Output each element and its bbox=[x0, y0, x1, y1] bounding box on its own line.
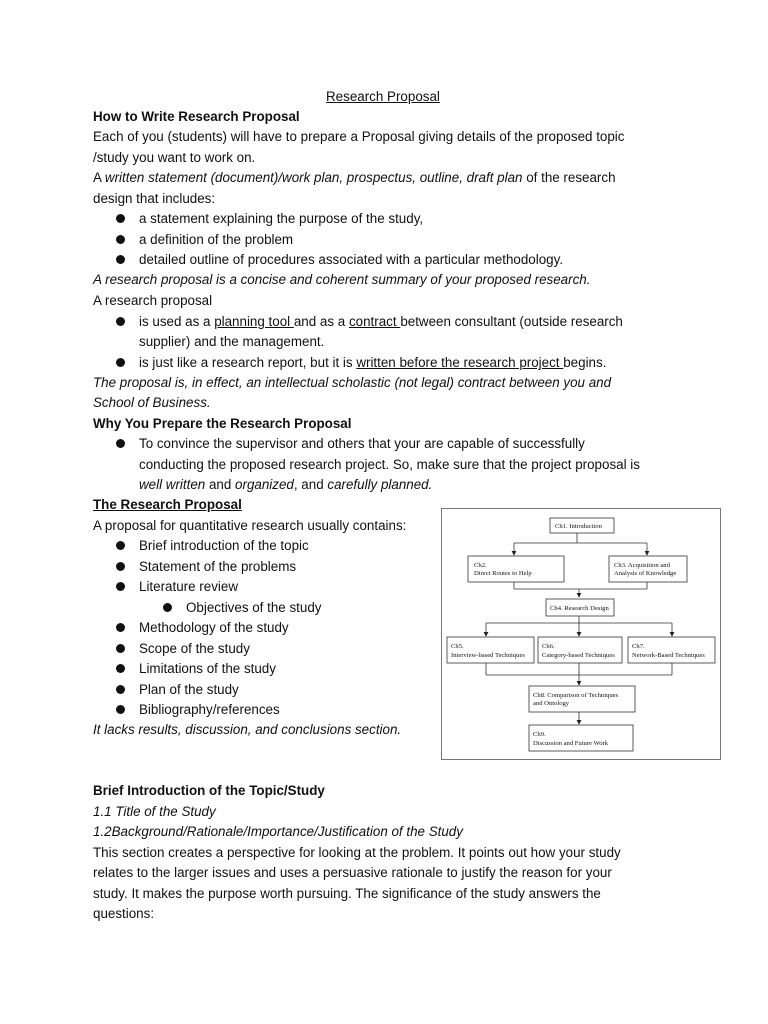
box-label: Category-based Techniques bbox=[542, 652, 615, 659]
box-ch3 bbox=[609, 556, 687, 582]
box-label: Ch9. bbox=[533, 731, 546, 738]
page-title: Research Proposal bbox=[326, 89, 440, 104]
paragraph-line: relates to the larger issues and uses a persuasive rationale to justify the reason for your bbox=[93, 865, 612, 880]
italic-statement: The proposal is, in effect, an intellectual scholastic (not legal) contract between you and bbox=[93, 375, 612, 390]
box-label: Ch2. bbox=[474, 562, 487, 569]
box-ch9 bbox=[529, 725, 633, 751]
box-ch2 bbox=[468, 556, 564, 582]
text-run: begins. bbox=[563, 355, 607, 370]
list-item: Statement of the problems bbox=[139, 559, 297, 574]
bullet-icon bbox=[116, 235, 125, 244]
bullet-icon bbox=[116, 685, 125, 694]
bullet-icon bbox=[116, 644, 125, 653]
italic-statement: School of Business. bbox=[93, 395, 211, 410]
paragraph-line: Each of you (students) will have to prepare a Proposal giving details of the proposed topic bbox=[93, 129, 625, 144]
box-label: Ch3. Acquisition and bbox=[614, 562, 670, 569]
box-label: Direct Routes to Help bbox=[474, 570, 532, 577]
section-heading-how-to-write: How to Write Research Proposal bbox=[93, 109, 300, 124]
text-run: between consultant (outside research bbox=[400, 314, 623, 329]
box-ch6 bbox=[538, 637, 622, 663]
paragraph-line: A research proposal bbox=[93, 293, 213, 308]
paragraph-line bbox=[93, 168, 616, 188]
list-item: Limitations of the study bbox=[139, 661, 276, 676]
list-item: Brief introduction of the topic bbox=[139, 538, 309, 553]
text-run: is just like a research report, but it is bbox=[139, 355, 357, 370]
text-run: and bbox=[205, 477, 236, 492]
paragraph-line: /study you want to work on. bbox=[93, 150, 256, 165]
paragraph-line: design that includes: bbox=[93, 191, 216, 206]
text-run: is used as a bbox=[139, 314, 215, 329]
text-run-underlined: written before the research project bbox=[356, 355, 564, 370]
box-label: Discussion and Future Work bbox=[533, 740, 608, 747]
box-label: Ch1. Introduction bbox=[555, 523, 602, 530]
bullet-icon bbox=[116, 439, 125, 448]
box-label: Interview-based Techniques bbox=[451, 652, 525, 659]
section-heading-brief-intro: Brief Introduction of the Topic/Study bbox=[93, 783, 325, 798]
box-label: Ch8. Comparison of Techniques bbox=[533, 692, 619, 699]
text-run-italic: written statement (document)/work plan, prospectus, outline, draft plan bbox=[104, 170, 523, 185]
list-item: Methodology of the study bbox=[139, 620, 289, 635]
list-item: a statement explaining the purpose of the study, bbox=[139, 211, 424, 226]
text-run-underlined: contract bbox=[348, 314, 401, 329]
flowchart-diagram bbox=[442, 509, 720, 759]
text-run: , and bbox=[293, 477, 328, 492]
box-ch5 bbox=[447, 637, 534, 663]
box-ch7 bbox=[628, 637, 715, 663]
list-item-continuation bbox=[139, 475, 432, 495]
thesis-structure-figure bbox=[441, 508, 721, 760]
list-item: Literature review bbox=[139, 579, 238, 594]
bullet-icon bbox=[116, 214, 125, 223]
paragraph-line: study. It makes the purpose worth pursuing. The significance of the study answers the bbox=[93, 886, 601, 901]
list-item: a definition of the problem bbox=[139, 232, 294, 247]
paragraph-line: questions: bbox=[93, 906, 155, 921]
list-item-continuation: supplier) and the management. bbox=[139, 334, 325, 349]
list-item: detailed outline of procedures associated with a particular methodology. bbox=[139, 252, 564, 267]
box-label: Analysis of Knowledge bbox=[614, 570, 677, 577]
list-item bbox=[139, 312, 623, 332]
text-run-italic: carefully planned. bbox=[327, 477, 433, 492]
box-label: Network-Based Techniques bbox=[632, 652, 705, 659]
list-item: Plan of the study bbox=[139, 682, 239, 697]
text-run-italic: organized bbox=[235, 477, 294, 492]
box-label: Ch7. bbox=[632, 643, 645, 650]
list-item bbox=[139, 353, 606, 373]
text-run-underlined: planning tool bbox=[214, 314, 294, 329]
text-run: A bbox=[93, 170, 105, 185]
text-run: and as a bbox=[293, 314, 349, 329]
section-heading-why-prepare: Why You Prepare the Research Proposal bbox=[93, 416, 352, 431]
list-item-continuation: conducting the proposed research project. So, make sure that the project proposal is bbox=[139, 457, 640, 472]
box-label: Ch4. Research Design bbox=[550, 605, 609, 612]
box-label: Ch6. bbox=[542, 643, 555, 650]
bullet-icon bbox=[116, 317, 125, 326]
subheading: 1.1 Title of the Study bbox=[93, 804, 216, 819]
paragraph-line: A proposal for quantitative research usually contains: bbox=[93, 518, 407, 533]
bullet-icon bbox=[116, 623, 125, 632]
italic-statement: A research proposal is a concise and coherent summary of your proposed research. bbox=[93, 272, 591, 287]
paragraph-line: This section creates a perspective for looking at the problem. It points out how your study bbox=[93, 845, 621, 860]
bullet-icon bbox=[116, 562, 125, 571]
list-item: Scope of the study bbox=[139, 641, 250, 656]
bullet-icon bbox=[116, 582, 125, 591]
bullet-icon bbox=[116, 255, 125, 264]
text-run-italic: well written bbox=[139, 477, 206, 492]
bullet-icon bbox=[163, 603, 172, 612]
bullet-icon bbox=[116, 541, 125, 550]
text-run: of the research bbox=[522, 170, 616, 185]
list-item: To convince the supervisor and others that your are capable of successfully bbox=[139, 436, 585, 451]
box-label: Ch5. bbox=[451, 643, 464, 650]
subheading: 1.2Background/Rationale/Importance/Justification of the Study bbox=[93, 824, 463, 839]
box-ch8 bbox=[529, 686, 635, 712]
section-heading-research-proposal: The Research Proposal bbox=[93, 497, 242, 512]
box-label: and Ontology bbox=[533, 700, 570, 707]
bullet-icon bbox=[116, 664, 125, 673]
bullet-icon bbox=[116, 358, 125, 367]
list-item-nested: Objectives of the study bbox=[186, 600, 322, 615]
bullet-icon bbox=[116, 705, 125, 714]
list-item: Bibliography/references bbox=[139, 702, 280, 717]
italic-note: It lacks results, discussion, and conclusions section. bbox=[93, 722, 402, 737]
